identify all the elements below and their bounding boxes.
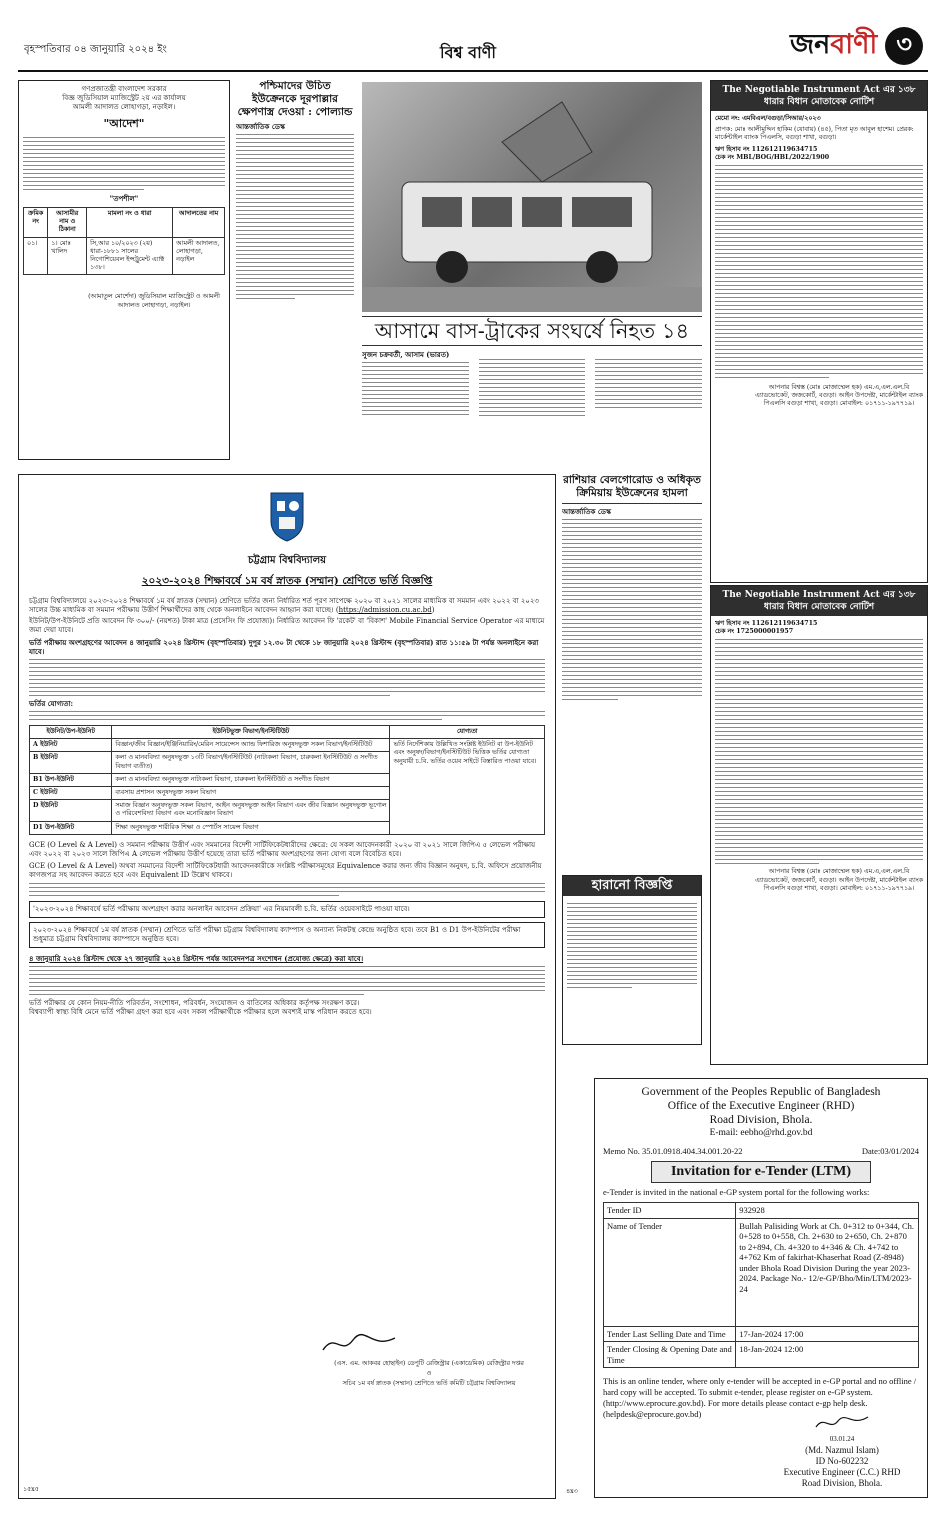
court-th-1: ক্রমিক নং bbox=[24, 208, 48, 238]
tender-signer-title: Executive Engineer (C.C.) RHD bbox=[783, 1467, 901, 1477]
cu-unit-cell: B1 উপ-ইউনিট bbox=[30, 773, 112, 786]
signature-icon bbox=[319, 1330, 399, 1356]
cu-th-eligibility: যোগ্যতা bbox=[390, 726, 545, 739]
lost-notice-heading: হারানো বিজ্ঞপ্তি bbox=[563, 876, 701, 896]
poland-story bbox=[236, 80, 354, 465]
cu-unit-cell: D1 উপ-ইউনিট bbox=[30, 821, 112, 834]
tender-sig-date: 03.01.24 bbox=[829, 1435, 855, 1443]
table-row bbox=[604, 1326, 919, 1342]
cu-depts-cell: ব্যবসায় প্রশাসন অনুষদভুক্ত সকল বিভাগ bbox=[112, 787, 390, 800]
tender-memo: Memo No. 35.01.0918.404.34.001.20-22 bbox=[603, 1146, 743, 1156]
legal-notice-1-cheque: চেক নং MBL/BOG/HBL/2022/1900 bbox=[715, 153, 830, 161]
belgorod-body-text bbox=[562, 519, 702, 700]
cu-signer-1: (এস. এম. আকবর হোছাইন) ডেপুটি রেজিস্ট্রার (একাডেমিক) রেজিস্ট্রার দপ্তর bbox=[334, 1360, 524, 1367]
cu-eligibility-text bbox=[29, 711, 545, 720]
table-row bbox=[604, 1203, 919, 1219]
assam-headline: আসামে বাস-ট্রাকের সংঘর্ষে নিহত ১৪ bbox=[374, 319, 690, 343]
cu-gce-text bbox=[29, 883, 545, 896]
cu-unit-cell: B ইউনিট bbox=[30, 752, 112, 773]
legal-notice-2-body bbox=[715, 639, 923, 864]
legal-notice-1-account: ঋণ হিসাব নং 112612119634715 bbox=[715, 145, 818, 153]
cu-depts-cell: বিজ্ঞান/জীব বিজ্ঞান/ইঞ্জিনিয়ারিং/মেরিন সায়েন্সেস অ্যান্ড ফিশারিজ অনুষদভুক্ত সকল বিভাগ/ইনস্টিটিউট bbox=[112, 739, 390, 752]
court-schedule-heading: "তপশীল" bbox=[109, 194, 139, 203]
court-line-2: বিজ্ঞ জুডিসিয়াল ম্যাজিস্ট্রেট ২য় এর কার্যালয় bbox=[62, 94, 186, 102]
tender-gov-2: Office of the Executive Engineer (RHD) bbox=[667, 1100, 855, 1112]
cu-eligibility-cell: ভর্তি নির্দেশিকায় উল্লিখিত সংশ্লিষ্ট ইউনিট বা উপ-ইউনিট এবং অনুষদ/বিভাগ/ইনস্টিটিউট ভিত্তিক ভর্তির যোগ্যতা অনুযায়ী চ.বি. ভর্তির ওয়েব সাইটে বিস্তারিত পাওয়া যাবে। bbox=[390, 739, 545, 835]
poland-byline: আন্তর্জাতিক ডেস্ক bbox=[236, 122, 285, 131]
legal-notice-2-signer: আপনার বিশ্বস্ত (মোঃ মোজাম্মেল হক) এম.এ,এল.এল.বি এ্যাডভোকেট, জজকোর্ট, বগুড়া। আইন উপদেষ্টা, মার্কেন্টাইল ব্যাংক পিএলসি বগুড়া শাখা, বগুড়া। মোবাইল: ০১৭১১-১৯৭৭১৯। bbox=[755, 868, 923, 892]
court-cell: ১। মোঃ খালিদ bbox=[48, 237, 87, 275]
bus-accident-photo bbox=[362, 82, 702, 312]
cu-signature-block bbox=[319, 1330, 539, 1389]
tender-signer-id: ID No-602232 bbox=[815, 1456, 869, 1466]
cu-signer-2: সচিব ১ম বর্ষ স্নাতক (সম্মান) শ্রেণিতে ভর্তি কমিটি চট্টগ্রাম বিশ্ববিদ্যালয় bbox=[342, 1380, 516, 1388]
bus-illustration bbox=[362, 82, 702, 312]
cu-closing-1: ভর্তি পরীক্ষার যে কোন নিয়ম-নীতি পরিবর্তন, সংশোধন, পরিবর্ধন, সংযোজন ও বাতিলের অধিকার কর্তৃপক্ষ সংরক্ষণ করে। bbox=[29, 998, 360, 1007]
header-date: বৃহস্পতিবার ০৪ জানুয়ারি ২০২৪ ইং bbox=[24, 44, 167, 55]
court-th-4: আদালতের নাম bbox=[173, 208, 225, 238]
cu-fee-line: ইউনিট/উপ-ইউনিটে প্রতি আবেদন ফি ৩০০/- (নয়শত) টাকা মাত্র (প্রসেসিং ফি প্রযোজ্য)। নির্ধারিত আবেদন ফি 'রকেট' বা 'বিকাশ' Mobile Financial Service Operator এর মাধ্যমে জমা দেয়া যাবে। bbox=[29, 617, 545, 634]
tender-signer-name: (Md. Nazmul Islam) bbox=[805, 1445, 879, 1455]
legal-notice-1-title: The Negotiable Instrument Act এর ১৩৮ ধারার বিধান মোতাবেক নোটিশ bbox=[711, 81, 927, 111]
tender-gov-1: Government of the Peoples Republic of Bangladesh bbox=[641, 1086, 881, 1098]
cu-rules-text bbox=[29, 659, 545, 696]
table-row bbox=[604, 1342, 919, 1368]
assam-byline: সুজন চক্রবর্তী, আসাম (ভারত) bbox=[362, 350, 450, 359]
cu-unit-cell: A ইউনিট bbox=[30, 739, 112, 752]
tender-email: E-mail: eebho@rhd.gov.bd bbox=[709, 1128, 813, 1138]
cu-th-unit: ইউনিট/উপ-ইউনিট bbox=[30, 726, 112, 739]
tender-value: 932928 bbox=[736, 1203, 919, 1219]
cu-correction-line: ৪ জানুয়ারি ২০২৪ খ্রিস্টাব্দ থেকে ২৭ জানুয়ারি ২০২৪ খ্রিস্টাব্দ পর্যন্ত আবেদনপত্র সংশোধন (প্রযোজ্য ক্ষেত্রে) করা যাবে। bbox=[29, 953, 364, 963]
cu-unit-cell: C ইউনিট bbox=[30, 787, 112, 800]
logo-part-b: বাণী bbox=[830, 28, 878, 60]
cu-depts-cell: শিক্ষা অনুষদভুক্ত শারীরিক শিক্ষা ও স্পোর্টস সায়েন্স বিভাগ bbox=[112, 821, 390, 834]
court-cell: আমলী আদালত, লোহাগড়া, নড়াইল bbox=[173, 237, 225, 275]
tender-date: Date:03/01/2024 bbox=[861, 1146, 919, 1156]
cu-admission-notice bbox=[18, 474, 556, 1499]
tender-signer-office: Road Division, Bhola. bbox=[801, 1478, 883, 1488]
tender-memo-row bbox=[603, 1146, 919, 1156]
lost-notice bbox=[562, 875, 702, 1045]
court-body-text bbox=[23, 137, 225, 190]
cu-deadline: ভর্তি পরীক্ষায় অংশগ্রহণের আবেদন ৪ জানুয়ারি ২০২৪ খ্রিস্টাব্দ (বৃহস্পতিবার) দুপুর ১২.৩০ টা থেকে ১৮ জানুয়ারি ২০২৪ খ্রিস্টাব্দ (বৃহস্পতিবার) রাত ১১:৫৯ টা পর্যন্ত অনলাইনে করা যাবে। bbox=[29, 638, 539, 656]
court-cell: ০১। bbox=[24, 237, 48, 275]
page-header bbox=[0, 0, 945, 78]
cu-unit-cell: D ইউনিট bbox=[30, 800, 112, 821]
cu-eligibility-heading: ভর্তির যোগ্যতা: bbox=[29, 699, 74, 708]
cu-notice-title: ২০২৩-২০২৪ শিক্ষাবর্ষে ১ম বর্ষ স্নাতক (সম্মান) শ্রেণিতে ভর্তি বিজ্ঞপ্তি bbox=[141, 575, 433, 587]
cu-signer-mid: ও bbox=[426, 1370, 432, 1378]
cu-depts-cell: কলা ও মানববিদ্যা অনুষদভুক্ত নাট্যকলা বিভাগ, চারুকলা ইনস্টিটিউট ও সংগীত বিভাগ bbox=[112, 773, 390, 786]
cu-correction-text bbox=[29, 966, 545, 995]
court-signer: (আমাতুল মোর্শেদা) জুডিসিয়াল ম্যাজিস্ট্রেট ও আমলী আদালত লোহাগড়া, নড়াইল। bbox=[88, 293, 220, 309]
header-rule bbox=[18, 70, 928, 72]
tender-label: Tender Closing & Opening Date and Time bbox=[604, 1342, 736, 1368]
legal-notice-1 bbox=[710, 80, 928, 583]
belgorod-story bbox=[562, 474, 702, 869]
belgorod-byline: আন্তর্জাতিক ডেস্ক bbox=[562, 507, 611, 516]
tender-footer: This is an online tender, where only e-tender will be accepted in e-GP portal and no offline / hard copy will be accepted. To submit e-tender, please register on e-GP system. (http://www.eprocure.gov.bd). For more details please contact e-gp help desk. (helpdesk@eprocure.gov.bd) bbox=[603, 1376, 917, 1419]
tender-intro: e-Tender is invited in the national e-GP system portal for the following works: bbox=[603, 1187, 870, 1197]
legal-notice-1-signer: আপনার বিশ্বস্ত (মোঃ মোজাম্মেল হক) এম.এ,এল.এল.বি এ্যাডভোকেট, জজকোর্ট, বগুড়া। আইন উপদেষ্টা, মার্কেন্টাইল ব্যাংক পিএলসি বগুড়া শাখা, বগুড়া। মোবাইল: ০১৭১১-১৯৭৭১৯। bbox=[755, 384, 923, 408]
tender-value: 17-Jan-2024 17:00 bbox=[736, 1326, 919, 1342]
newspaper-logo bbox=[790, 24, 930, 68]
tender-value: 18-Jan-2024 12:00 bbox=[736, 1342, 919, 1368]
table-row bbox=[604, 1218, 919, 1326]
poland-body-text bbox=[236, 134, 354, 299]
cu-exam-center-box: ২০২৩-২০২৪ শিক্ষাবর্ষে ১ম বর্ষ স্নাতক (সম্মান) শ্রেণিতে ভর্তি পরীক্ষা চট্টগ্রাম বিশ্ববিদ্যালয় ক্যাম্পাস ও অন্যান্য নিকটস্থ কেন্দ্রে অনুষ্ঠিত হবে। তবে B1 ও D1 উপ-ইউনিটের পরীক্ষা শুধুমাত্র চট্টগ্রাম বিশ্ববিদ্যালয় ক্যাম্পাসে অনুষ্ঠিত হবে। bbox=[29, 922, 545, 948]
cu-gce-line: GCE (O Level & A Level) ও সমমান পরীক্ষায় উত্তীর্ণ এবং সমমানের বিদেশী সার্টিফিকেটধারীদের ক্ষেত্রে: যে সকল আবেদনকারী ২০২০ বা ২০২১ সালে জিপিএ ৫ লেভেল পরীক্ষায় এবং ২০২২ বা ২০২৩ সালে জিপিএ A লেভেল পরীক্ষায় উত্তীর্ণ হয়েছে তারা ভর্তি পরীক্ষায় অংশগ্রহণের জন্য যোগ্য বলে বিবেচিত হবে। bbox=[29, 840, 536, 858]
tender-label: Tender ID bbox=[604, 1203, 736, 1219]
court-line-3: আমলী আদালত লোহাগড়া, নড়াইল। bbox=[72, 103, 176, 111]
section-title: বিশ্ব বাণী bbox=[440, 43, 496, 62]
assam-headline-box bbox=[362, 316, 702, 346]
cu-gce-line-2: GCE (O Level & A Level) অথবা সমমানের বিদেশী সার্টিফিকেটধারী আবেদনকারীকে সংশ্লিষ্ট পরীক্ষাসমূহের Equivalence করার জন্য জীব বিজ্ঞান অনুষদ, চ.বি. অফিসে প্রয়োজনীয় কাগজপত্র সহ আবেদন করতে হবে এবং Equivalent ID উল্লেখ থাকবে। bbox=[29, 861, 542, 879]
logo-part-a: জন bbox=[790, 28, 831, 60]
cu-th-depts: ইউনিটভুক্ত বিভাগ/ইনস্টিটিউট bbox=[112, 726, 390, 739]
cu-logo-icon bbox=[267, 491, 307, 543]
assam-story-body bbox=[362, 350, 702, 462]
table-row bbox=[24, 237, 225, 275]
court-heading: "আদেশ" bbox=[103, 117, 145, 130]
cu-units-table bbox=[29, 725, 545, 835]
right-size-code: ৪x৩ bbox=[566, 1488, 578, 1495]
cu-university-name: চট্টগ্রাম বিশ্ববিদ্যালয় bbox=[247, 555, 327, 566]
court-line-1: গণপ্রজাতন্ত্রী বাংলাদেশ সরকার bbox=[81, 85, 167, 93]
tender-label: Name of Tender bbox=[604, 1218, 736, 1326]
poland-headline: পশ্চিমাদের উচিত ইউক্রেনকে দূরপাল্লার ক্ষেপণাস্ত্র দেওয়া : পোল্যান্ড bbox=[237, 80, 353, 118]
cu-depts-cell: কলা ও মানববিদ্যা অনুষদভুক্ত ১৩টি বিভাগ/ইনস্টিটিউট (নাট্যকলা বিভাগ, চারুকলা ইনস্টিটিউট ও সংগীত বিভাগ ব্যতীত) bbox=[112, 752, 390, 773]
tender-label: Tender Last Selling Date and Time bbox=[604, 1326, 736, 1342]
assam-body-text bbox=[362, 359, 702, 416]
cu-depts-cell: সমাজ বিজ্ঞান অনুষদভুক্ত সকল বিভাগ, আইন অনুষদভুক্ত আইন বিভাগ এবং জীব বিজ্ঞান অনুষদভুক্ত ভূগোল ও পরিবেশবিদ্যা বিভাগ এবং মনোবিজ্ঞান বিভাগ bbox=[112, 800, 390, 821]
cu-intro: চট্টগ্রাম বিশ্ববিদ্যালয়ে ২০২৩-২০২৪ শিক্ষাবর্ষে ১ম বর্ষ স্নাতক (সম্মান) শ্রেণিতে ভর্তির জন্য নির্ধারিত শর্ত পূরণ সাপেক্ষে ২০২০ বা ২০২১ সালের মাধ্যমিক বা সমমান এবং ২০২২ বা ২০২৩ সালের উচ্চ মাধ্যমিক বা সমমান পরীক্ষায় উত্তীর্ণ শিক্ষার্থীদের কাছ থেকে অনলাইনে আবেদন আহ্বান করা যাচ্ছে। (https://admission.cu.ac.bd) bbox=[29, 597, 539, 614]
cu-size-code: ১৫x৫ bbox=[23, 1485, 39, 1493]
legal-notice-2-account: ঋণ হিসাব নং 112612119634715 bbox=[715, 620, 818, 627]
tender-signature-block bbox=[767, 1413, 917, 1489]
tender-table bbox=[603, 1202, 919, 1368]
tender-notice bbox=[594, 1078, 928, 1498]
signature-icon bbox=[812, 1413, 872, 1431]
court-th-3: মামলা নং ও ধারা bbox=[87, 208, 173, 238]
cu-closing-2: বিশ্বব্যাপী স্বাস্থ্য বিধি মেনে ভর্তি পরীক্ষা গ্রহণ করা হবে এবং সকল পরীক্ষার্থীকে পরীক্ষার হলে অবশ্যই মাস্ক পরিধান করতে হবে। bbox=[29, 1007, 372, 1016]
cu-website-link[interactable]: https://admission.cu.ac.bd bbox=[338, 606, 432, 614]
legal-notice-1-ref: মেমো নং: এমবিএল/বগুড়া/সিআর/২০২৩ bbox=[715, 115, 821, 122]
cu-intro-text: চট্টগ্রাম বিশ্ববিদ্যালয়ে ২০২৩-২০২৪ শিক্ষাবর্ষে ১ম বর্ষ স্নাতক (সম্মান) শ্রেণিতে ভর্তির জন্য নির্ধারিত শর্ত পূরণ সাপেক্ষে ২০২০ বা ২০২১ সালের মাধ্যমিক বা সমমান এবং ২০২২ বা ২০২৩ সালের উচ্চ মাধ্যমিক বা সমমান পরীক্ষায় উত্তীর্ণ শিক্ষার্থীদের কাছ থেকে অনলাইনে আবেদন আহ্বান করা যাচ্ছে। bbox=[29, 597, 539, 614]
legal-notice-2-title: The Negotiable Instrument Act এর ১৩৮ ধারার বিধান মোতাবেক নোটিশ bbox=[711, 586, 927, 616]
page-number-badge: ৩ bbox=[885, 27, 923, 65]
legal-notice-2 bbox=[710, 585, 928, 1065]
belgorod-headline: রাশিয়ার বেলগোরোড ও অধিকৃত ক্রিমিয়ায় ইউক্রেনের হামলা bbox=[562, 474, 702, 504]
table-row bbox=[30, 739, 545, 752]
lost-notice-body bbox=[563, 896, 701, 995]
court-th-2: আসামীর নাম ও ঠিকানা bbox=[48, 208, 87, 238]
legal-notice-2-cheque: চেক নং 1725000001957 bbox=[715, 628, 794, 636]
tender-title: Invitation for e-Tender (LTM) bbox=[651, 1161, 871, 1183]
legal-notice-1-para: প্রাপক: মোঃ আলীমুদ্দিন হাকিম (যোবায়) (৪৫), পিতা মৃত আবুল হাশেম। প্রেরক: মার্কেন্টাইল ব্যাংক পিএলসি, বগুড়া শাখা, বগুড়া। bbox=[715, 126, 914, 142]
court-table bbox=[23, 207, 225, 275]
tender-gov-3: Road Division, Bhola. bbox=[709, 1114, 813, 1126]
court-notice bbox=[18, 80, 230, 460]
court-cell: সি,আর ১০/২০২৩ (২য়) ধারা-১৮৮১ সালের নিগোশিয়েবল ইন্সট্রুমেন্ট এ্যাক্ট ১৩৮। bbox=[87, 237, 173, 275]
legal-notice-1-body bbox=[715, 165, 923, 378]
cu-online-box: '২০২৩-২০২৪ শিক্ষাবর্ষে ভর্তি পরীক্ষায় অংশগ্রহণ করার অনলাইন আবেদন প্রক্রিয়া' এর নিয়মাবলী চ.বি. ভর্তির ওয়েবসাইটে পাওয়া যাবে। bbox=[29, 901, 545, 918]
tender-value: Bullah Palisiding Work at Ch. 0+312 to 0+344, Ch. 0+528 to 0+558, Ch. 2+630 to 2+650, Ch. 2+870 to 2+894, Ch. 4+320 to 4+346 & Ch. 4+742 to 4+762 Km of fakirhat-Khaserhat Road (Z-8948) under Bhola Road Division During the year 2023-2024. Package No.- 12/e-GP/Bho/Min/LTM/2023-24 bbox=[736, 1218, 919, 1326]
